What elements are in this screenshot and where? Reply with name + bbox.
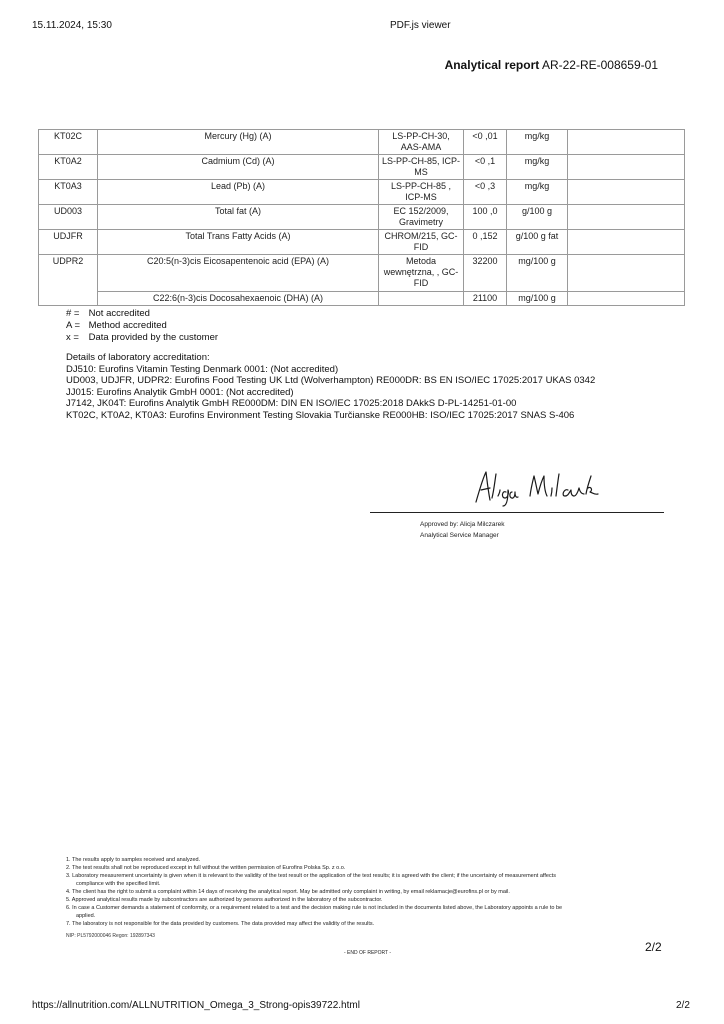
test-code: KT0A3	[39, 180, 98, 205]
legend-symbol: # =	[66, 308, 80, 319]
table-row	[39, 155, 685, 180]
note-line: 5. Approved analytical results made by subcontractors are authorized by persons authorized in the laboratory of the subcontractor.	[66, 897, 383, 903]
approval-block	[420, 519, 505, 541]
accreditation-line: UD003, UDJFR, UDPR2: Eurofins Food Testing UK Ltd (Wolverhampton) RE000DR: BS EN ISO/IEC 17025:2017 UKAS 0342	[66, 375, 596, 386]
test-code: KT0A2	[39, 155, 98, 180]
result-value: <0 ,1	[464, 155, 507, 180]
test-code: UDJFR	[39, 230, 98, 255]
unit: mg/kg	[507, 155, 568, 180]
legend-text: Data provided by the customer	[88, 332, 219, 343]
note-line: applied.	[76, 913, 96, 919]
unit: mg/kg	[507, 180, 568, 205]
legend	[66, 308, 218, 344]
method: LS-PP-CH-85, ICP-MS	[379, 155, 464, 180]
table-row	[39, 230, 685, 255]
test-code: UD003	[39, 205, 98, 230]
legend-symbol: x =	[66, 332, 79, 343]
note-line: 1. The results apply to samples received and analyzed.	[66, 857, 201, 863]
test-code: KT02C	[39, 130, 98, 155]
table-row	[39, 292, 685, 306]
unit: mg/100 g	[507, 292, 568, 306]
page-number: 2/2	[645, 940, 662, 954]
legend-symbol: A =	[66, 320, 80, 331]
empty-cell	[568, 292, 685, 306]
result-value: 0 ,152	[464, 230, 507, 255]
signature-line	[370, 512, 664, 513]
handwritten-signature	[472, 468, 602, 513]
result-value: 100 ,0	[464, 205, 507, 230]
approved-by: Approved by: Alicja Milczarek	[420, 521, 505, 528]
legend-item	[66, 320, 218, 332]
approver-role: Analytical Service Manager	[420, 532, 499, 539]
accreditation-line: DJ510: Eurofins Vitamin Testing Denmark 0001: (Not accredited)	[66, 363, 339, 375]
parameter-name: Total fat (A)	[98, 205, 379, 230]
note-line: 7. The laboratory is not responsible for the data provided by customers. The data provided may affect the validity of the results.	[66, 921, 375, 927]
accreditation-line: KT02C, KT0A2, KT0A3: Eurofins Environment Testing Slovakia Turčianske RE000HB: ISO/IEC 17025:2017 SNAS S-406	[66, 409, 575, 421]
results-table	[38, 129, 685, 306]
method	[379, 292, 464, 306]
note-line: compliance with the specified limit.	[76, 881, 161, 887]
accreditation-heading: Details of laboratory accreditation:	[66, 352, 210, 363]
result-value: <0 ,3	[464, 180, 507, 205]
print-datetime: 15.11.2024, 15:30	[32, 20, 112, 31]
parameter-name: Lead (Pb) (A)	[98, 180, 379, 205]
result-value: <0 ,01	[464, 130, 507, 155]
method: LS-PP-CH-85 , ICP-MS	[379, 180, 464, 205]
note-line: 3. Laboratory measurement uncertainty is given when it is relevant to the validity of the test result or the application of the test results; it is agreed with the client; if the uncertainty of measurement affects	[66, 873, 556, 879]
end-of-report: - END OF REPORT -	[344, 950, 392, 956]
parameter-name: Cadmium (Cd) (A)	[98, 155, 379, 180]
result-value: 21100	[464, 292, 507, 306]
method: LS-PP-CH-30, AAS-AMA	[379, 130, 464, 155]
empty-cell	[568, 205, 685, 230]
legend-text: Method accredited	[88, 320, 167, 331]
test-code: UDPR2	[39, 255, 98, 306]
note-line: 4. The client has the right to submit a complaint within 14 days of receiving the analytical report. May be admitted only complaint in writing, by email reklamacje@eurofins.pl or by mail.	[66, 889, 510, 895]
note-line: 2. The test results shall not be reproduced except in full without the written permission of Eurofins Polska Sp. z o.o.	[66, 865, 346, 871]
parameter-name: C20:5(n-3)cis Eicosapentenoic acid (EPA) (A)	[98, 255, 379, 292]
unit: mg/100 g	[507, 255, 568, 292]
print-title: PDF.js viewer	[390, 20, 451, 31]
parameter-name: Mercury (Hg) (A)	[98, 130, 379, 155]
accreditation-details	[66, 352, 595, 421]
table-row	[39, 205, 685, 230]
accreditation-line: J7142, JK04T: Eurofins Analytik GmbH RE000DM: DIN EN ISO/IEC 17025:2018 DAkkS D-PL-14251-01-00	[66, 398, 517, 409]
result-value: 32200	[464, 255, 507, 292]
report-title-label: Analytical report	[444, 58, 540, 72]
print-page: 2/2	[676, 1000, 690, 1011]
note-line: 6. In case a Customer demands a statement of conformity, or a requirement related to a test and the decision making rule is not included in the documents listed above, the Laboratory appoints a rule to be	[66, 905, 563, 911]
legend-item	[66, 332, 218, 344]
print-url: https://allnutrition.com/ALLNUTRITION_Omega_3_Strong-opis39722.html	[32, 1000, 360, 1011]
method: EC 152/2009, Gravimetry	[379, 205, 464, 230]
empty-cell	[568, 255, 685, 292]
table-row	[39, 180, 685, 205]
parameter-name: C22:6(n-3)cis Docosahexaenoic (DHA) (A)	[98, 292, 379, 306]
report-title	[445, 58, 658, 72]
unit: mg/kg	[507, 130, 568, 155]
empty-cell	[568, 130, 685, 155]
accreditation-line: JJ015: Eurofins Analytik GmbH 0001: (Not accredited)	[66, 386, 294, 398]
report-number: AR-22-RE-008659-01	[541, 58, 658, 72]
method: Metoda wewnętrzna, , GC-FID	[379, 255, 464, 292]
method: CHROM/215, GC-FID	[379, 230, 464, 255]
unit: g/100 g	[507, 205, 568, 230]
empty-cell	[568, 155, 685, 180]
unit: g/100 g fat	[507, 230, 568, 255]
table-row	[39, 130, 685, 155]
empty-cell	[568, 230, 685, 255]
legend-text: Not accredited	[88, 308, 150, 319]
report-notes	[66, 856, 666, 928]
table-row	[39, 255, 685, 292]
legend-item	[66, 308, 218, 320]
parameter-name: Total Trans Fatty Acids (A)	[98, 230, 379, 255]
company-ids: NIP: PL5792000046 Regon: 192897343	[66, 933, 155, 939]
empty-cell	[568, 180, 685, 205]
